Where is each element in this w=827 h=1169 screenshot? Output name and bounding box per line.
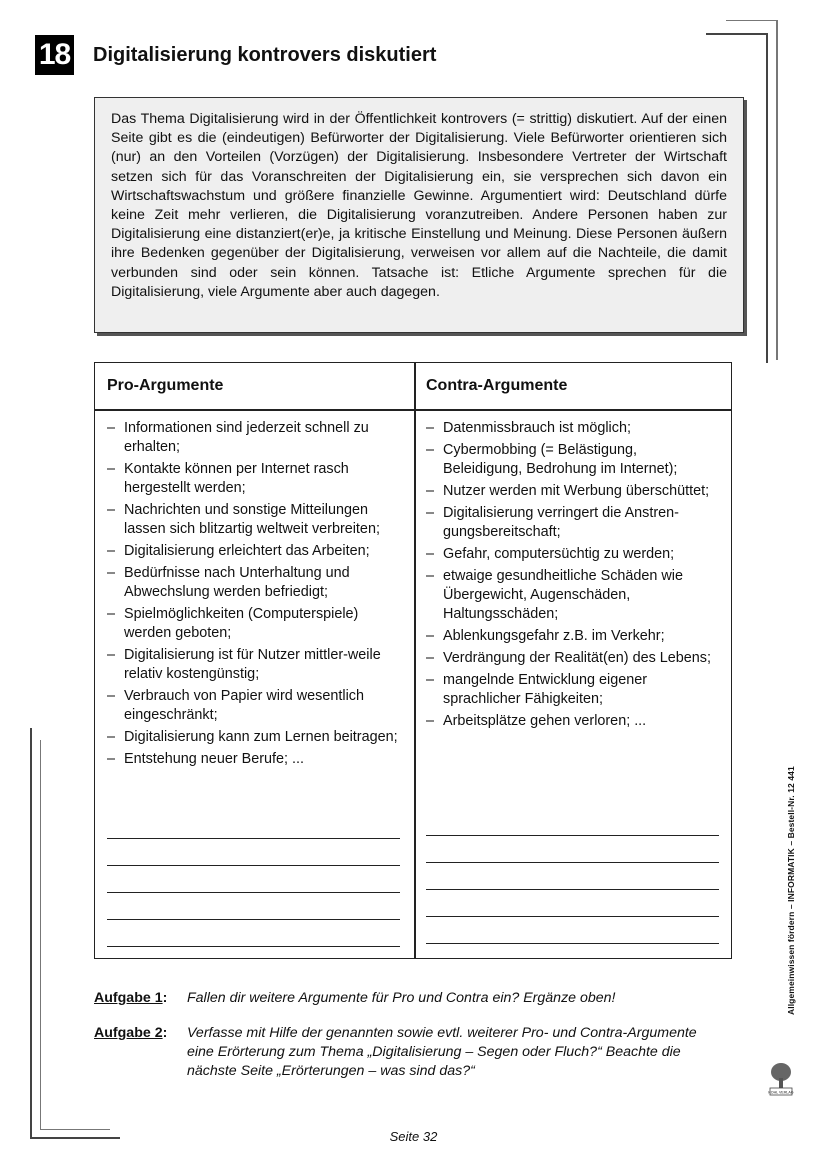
pro-item: – Entstehung neuer Berufe; ... xyxy=(107,750,402,769)
writing-line[interactable] xyxy=(426,862,719,863)
publisher-logo-icon xyxy=(768,1060,794,1096)
writing-line[interactable] xyxy=(107,946,400,947)
header-divider xyxy=(95,409,731,411)
task-2-text: Verfasse mit Hilfe der genannten sowie evtl. weiterer Pro- und Contra-Argumente eine Erörterung zum Thema „Digitalisierung – Segen oder Fluch?“ Beachte die nächste Seite „Erörterungen – was sind das?“ xyxy=(187,1025,697,1079)
corner-line xyxy=(706,33,768,35)
writing-line[interactable] xyxy=(107,838,400,839)
pro-column xyxy=(107,419,402,772)
pro-item: – Digitalisierung ist für Nutzer mittler-weile relativ kostengünstig; xyxy=(107,646,402,684)
corner-line xyxy=(30,728,32,1138)
contra-item: – Cybermobbing (= Belästigung, Beleidigung, Bedrohung im Internet); xyxy=(426,441,716,479)
task-2: Aufgabe 2: Verfasse mit Hilfe der genannten sowie evtl. weiterer Pro- und Contra-Argumente eine Erörterung zum Thema „Digitalisierung – Segen oder Fluch?“ Beachte die nächste Seite „Erörterungen – was sind das?“ xyxy=(94,1024,167,1043)
task-1: Aufgabe 1: Fallen dir weitere Argumente für Pro und Contra ein? Ergänze oben! xyxy=(94,989,167,1008)
pro-item: – Nachrichten und sonstige Mitteilungen lassen sich blitzartig weltweit verbreiten; xyxy=(107,501,402,539)
pro-item: – Verbrauch von Papier wird wesentlich eingeschränkt; xyxy=(107,687,402,725)
pro-item: – Bedürfnisse nach Unterhaltung und Abwechslung werden befriedigt; xyxy=(107,564,402,602)
side-text-label: Allgemeinwissen fördern – INFORMATIK – Bestell-Nr. 12 441 xyxy=(786,766,796,1015)
argument-table xyxy=(94,362,732,959)
pro-item: – Kontakte können per Internet rasch hergestellt werden; xyxy=(107,460,402,498)
task-2-label: Aufgabe 2 xyxy=(94,1025,163,1041)
contra-item: – Gefahr, computersüchtig zu werden; xyxy=(426,545,716,564)
pro-item: – Spielmöglichkeiten (Computerspiele) werden geboten; xyxy=(107,605,402,643)
corner-line xyxy=(726,20,778,21)
writing-line[interactable] xyxy=(426,835,719,836)
intro-text-box: Das Thema Digitalisierung wird in der Öffentlichkeit kontrovers (= strittig) diskutiert. Auf der einen Seite gibt es die (eindeutigen) Befürworter der Digitalisierung. Viele Befürworter orientieren sich (nur) an den Vorteilen (Vorzügen) der Digitalisierung. Insbesondere Vertreter der Wirtschaft setzen sich für das Voranschreiten der Digitalisierung ein, sie versprechen sich davon ein Wirtschaftswachstum und größere finanzielle Gewinne. Argumentiert wird: Deutschland dürfe keine Zeit mehr verlieren, die Digitalisierung voranzutreiben. Andere Personen haben zur Digitalisierung eine distanziert(er)e, ja kritische Einstellung und Meinung. Diese Personen äußern ihre Bedenken gegenüber der Digitalisierung, verweisen vor allem auf die Nachteile, die damit verbunden sind oder sein können. Tatsache ist: Etliche Argumente sprechen für die Digitalisierung, viele Argumente aber auch dagegen. xyxy=(94,97,744,333)
contra-item: – Ablenkungsgefahr z.B. im Verkehr; xyxy=(426,627,716,646)
contra-column xyxy=(426,419,716,734)
column-divider xyxy=(414,363,416,958)
contra-item: – Verdrängung der Realität(en) des Lebens; xyxy=(426,649,716,668)
task-1-text: Fallen dir weitere Argumente für Pro und Contra ein? Ergänze oben! xyxy=(187,990,616,1006)
pro-item: – Informationen sind jederzeit schnell zu erhalten; xyxy=(107,419,402,457)
contra-item: – mangelnde Entwicklung eigener sprachlicher Fähigkeiten; xyxy=(426,671,716,709)
page-number: Seite 32 xyxy=(389,1129,438,1144)
corner-line xyxy=(40,740,41,1130)
contra-item: – Arbeitsplätze gehen verloren; ... xyxy=(426,712,716,731)
contra-item: – Nutzer werden mit Werbung überschüttet; xyxy=(426,482,716,501)
writing-line[interactable] xyxy=(107,892,400,893)
contra-list xyxy=(426,419,716,731)
task-1-label: Aufgabe 1 xyxy=(94,990,163,1006)
pro-list xyxy=(107,419,402,769)
pro-item: – Digitalisierung erleichtert das Arbeiten; xyxy=(107,542,402,561)
writing-line[interactable] xyxy=(426,943,719,944)
pro-item: – Digitalisierung kann zum Lernen beitragen; xyxy=(107,728,402,747)
worksheet-number: 18 xyxy=(35,35,74,75)
writing-line[interactable] xyxy=(426,889,719,890)
corner-line xyxy=(776,20,778,360)
page-title: Digitalisierung kontrovers diskutiert xyxy=(93,44,437,66)
pro-header: Pro-Argumente xyxy=(107,377,224,394)
contra-header: Contra-Argumente xyxy=(426,377,568,394)
writing-line[interactable] xyxy=(107,919,400,920)
corner-line xyxy=(766,33,768,363)
contra-item: – Datenmissbrauch ist möglich; xyxy=(426,419,716,438)
logo-text: KOHL VERLAG xyxy=(768,1090,794,1095)
writing-line[interactable] xyxy=(107,865,400,866)
contra-item: – Digitalisierung verringert die Anstren-gungsbereitschaft; xyxy=(426,504,716,542)
contra-item: – etwaige gesundheitliche Schäden wie Übergewicht, Augenschäden, Haltungsschäden; xyxy=(426,567,716,624)
writing-line[interactable] xyxy=(426,916,719,917)
